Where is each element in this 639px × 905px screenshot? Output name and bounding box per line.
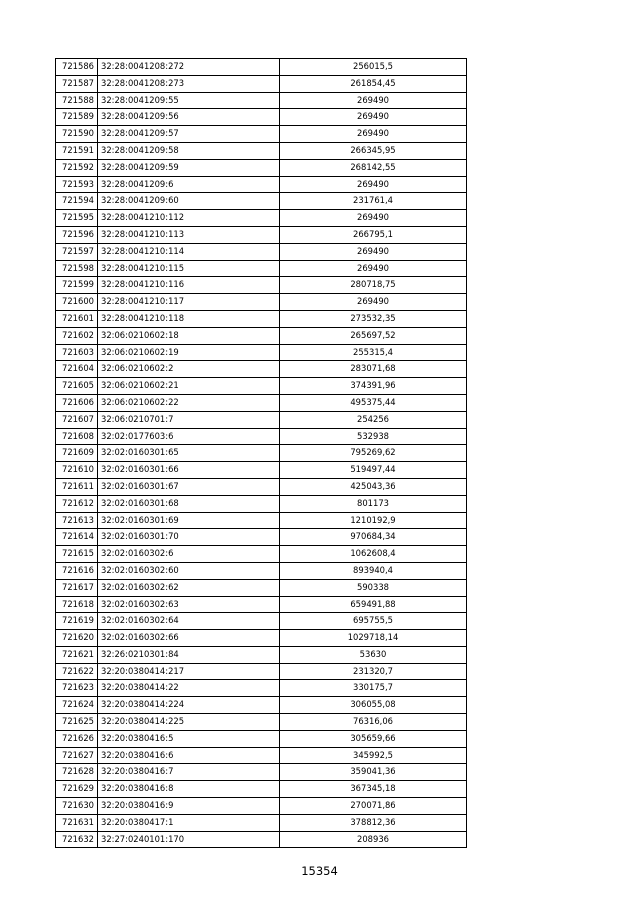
table-row (56, 428, 467, 445)
table-row (56, 327, 467, 344)
table-row (56, 260, 467, 277)
table-row (56, 781, 467, 798)
table-row (56, 109, 467, 126)
cadastral-value-cell: 269490 (280, 260, 467, 277)
cadastral-number-cell: 32:02:0160301:67 (98, 478, 280, 495)
cadastral-number-cell: 32:28:0041210:112 (98, 210, 280, 227)
row-number-cell: 721586 (56, 59, 98, 76)
cadastral-number-cell: 32:20:0380414:225 (98, 714, 280, 731)
cadastral-value-cell: 76316,06 (280, 714, 467, 731)
cadastral-number-cell: 32:20:0380414:217 (98, 663, 280, 680)
cadastral-number-cell: 32:20:0380414:22 (98, 680, 280, 697)
row-number-cell: 721598 (56, 260, 98, 277)
row-number-cell: 721631 (56, 814, 98, 831)
cadastral-number-cell: 32:06:0210701:7 (98, 411, 280, 428)
table-row (56, 344, 467, 361)
cadastral-value-cell: 374391,96 (280, 378, 467, 395)
cadastral-number-cell: 32:28:0041210:116 (98, 277, 280, 294)
table-row (56, 210, 467, 227)
cadastral-number-cell: 32:28:0041210:113 (98, 226, 280, 243)
row-number-cell: 721620 (56, 630, 98, 647)
row-number-cell: 721596 (56, 226, 98, 243)
cadastral-number-cell: 32:02:0160301:68 (98, 495, 280, 512)
cadastral-number-cell: 32:28:0041210:115 (98, 260, 280, 277)
cadastral-value-cell: 893940,4 (280, 562, 467, 579)
cadastral-number-cell: 32:20:0380416:8 (98, 781, 280, 798)
row-number-cell: 721601 (56, 310, 98, 327)
cadastral-value-cell: 519497,44 (280, 462, 467, 479)
row-number-cell: 721611 (56, 478, 98, 495)
cadastral-value-cell: 425043,36 (280, 478, 467, 495)
table-row (56, 478, 467, 495)
row-number-cell: 721594 (56, 193, 98, 210)
row-number-cell: 721587 (56, 75, 98, 92)
cadastral-value-cell: 53630 (280, 646, 467, 663)
cadastral-number-cell: 32:28:0041208:273 (98, 75, 280, 92)
cadastral-number-cell: 32:02:0160302:63 (98, 596, 280, 613)
cadastral-value-cell: 1062608,4 (280, 546, 467, 563)
table-row (56, 831, 467, 848)
table-row (56, 663, 467, 680)
row-number-cell: 721610 (56, 462, 98, 479)
cadastral-value-cell: 269490 (280, 294, 467, 311)
cadastral-number-cell: 32:06:0210602:21 (98, 378, 280, 395)
row-number-cell: 721608 (56, 428, 98, 445)
cadastral-value-cell: 1029718,14 (280, 630, 467, 647)
cadastral-value-cell: 254256 (280, 411, 467, 428)
cadastral-value-cell: 273532,35 (280, 310, 467, 327)
cadastral-number-cell: 32:27:0240101:170 (98, 831, 280, 848)
row-number-cell: 721602 (56, 327, 98, 344)
table-row (56, 445, 467, 462)
row-number-cell: 721616 (56, 562, 98, 579)
cadastral-value-cell: 283071,68 (280, 361, 467, 378)
row-number-cell: 721624 (56, 697, 98, 714)
cadastral-value-cell: 330175,7 (280, 680, 467, 697)
page-number: 15354 (301, 864, 338, 878)
row-number-cell: 721623 (56, 680, 98, 697)
cadastral-value-table (55, 58, 467, 848)
cadastral-number-cell: 32:26:0210301:84 (98, 646, 280, 663)
cadastral-value-cell: 1210192,9 (280, 512, 467, 529)
row-number-cell: 721605 (56, 378, 98, 395)
cadastral-number-cell: 32:20:0380417:1 (98, 814, 280, 831)
row-number-cell: 721617 (56, 579, 98, 596)
cadastral-value-cell: 495375,44 (280, 394, 467, 411)
row-number-cell: 721632 (56, 831, 98, 848)
cadastral-number-cell: 32:06:0210602:2 (98, 361, 280, 378)
cadastral-number-cell: 32:20:0380416:7 (98, 764, 280, 781)
cadastral-value-cell: 801173 (280, 495, 467, 512)
row-number-cell: 721590 (56, 126, 98, 143)
cadastral-number-cell: 32:02:0177603:6 (98, 428, 280, 445)
cadastral-number-cell: 32:20:0380416:6 (98, 747, 280, 764)
cadastral-value-cell: 208936 (280, 831, 467, 848)
cadastral-number-cell: 32:28:0041209:60 (98, 193, 280, 210)
cadastral-value-cell: 266345,95 (280, 142, 467, 159)
table-row (56, 495, 467, 512)
table-row (56, 798, 467, 815)
table-row (56, 764, 467, 781)
table-row (56, 176, 467, 193)
cadastral-value-cell: 659491,88 (280, 596, 467, 613)
cadastral-value-cell: 231761,4 (280, 193, 467, 210)
row-number-cell: 721630 (56, 798, 98, 815)
row-number-cell: 721593 (56, 176, 98, 193)
table-row (56, 142, 467, 159)
cadastral-number-cell: 32:06:0210602:19 (98, 344, 280, 361)
table-row (56, 193, 467, 210)
cadastral-number-cell: 32:28:0041209:57 (98, 126, 280, 143)
cadastral-number-cell: 32:02:0160301:66 (98, 462, 280, 479)
cadastral-number-cell: 32:02:0160302:6 (98, 546, 280, 563)
table-row (56, 613, 467, 630)
cadastral-value-cell: 378812,36 (280, 814, 467, 831)
cadastral-value-cell: 305659,66 (280, 730, 467, 747)
table-row (56, 361, 467, 378)
cadastral-number-cell: 32:28:0041210:114 (98, 243, 280, 260)
cadastral-number-cell: 32:20:0380414:224 (98, 697, 280, 714)
table-row (56, 411, 467, 428)
cadastral-value-cell: 270071,86 (280, 798, 467, 815)
cadastral-number-cell: 32:02:0160302:60 (98, 562, 280, 579)
table-row (56, 394, 467, 411)
cadastral-value-cell: 268142,55 (280, 159, 467, 176)
table-row (56, 814, 467, 831)
table-row (56, 630, 467, 647)
cadastral-value-cell: 345992,5 (280, 747, 467, 764)
cadastral-number-cell: 32:28:0041209:59 (98, 159, 280, 176)
cadastral-number-cell: 32:06:0210602:22 (98, 394, 280, 411)
table-row (56, 92, 467, 109)
cadastral-number-cell: 32:06:0210602:18 (98, 327, 280, 344)
cadastral-value-cell: 359041,36 (280, 764, 467, 781)
cadastral-number-cell: 32:02:0160301:70 (98, 529, 280, 546)
cadastral-number-cell: 32:02:0160302:66 (98, 630, 280, 647)
table-row (56, 462, 467, 479)
cadastral-value-cell: 269490 (280, 176, 467, 193)
cadastral-value-cell: 532938 (280, 428, 467, 445)
row-number-cell: 721612 (56, 495, 98, 512)
table-body (56, 59, 467, 848)
row-number-cell: 721626 (56, 730, 98, 747)
table-row (56, 562, 467, 579)
row-number-cell: 721628 (56, 764, 98, 781)
table-row (56, 697, 467, 714)
cadastral-number-cell: 32:20:0380416:9 (98, 798, 280, 815)
table-row (56, 294, 467, 311)
table-row (56, 126, 467, 143)
table-row (56, 243, 467, 260)
row-number-cell: 721622 (56, 663, 98, 680)
cadastral-value-cell: 695755,5 (280, 613, 467, 630)
cadastral-number-cell: 32:28:0041209:56 (98, 109, 280, 126)
cadastral-number-cell: 32:02:0160302:64 (98, 613, 280, 630)
cadastral-number-cell: 32:02:0160301:65 (98, 445, 280, 462)
cadastral-value-cell: 590338 (280, 579, 467, 596)
table-row (56, 310, 467, 327)
table-row (56, 59, 467, 76)
cadastral-number-cell: 32:02:0160301:69 (98, 512, 280, 529)
cadastral-number-cell: 32:28:0041210:117 (98, 294, 280, 311)
cadastral-value-cell: 255315,4 (280, 344, 467, 361)
cadastral-number-cell: 32:28:0041209:55 (98, 92, 280, 109)
row-number-cell: 721629 (56, 781, 98, 798)
table-row (56, 579, 467, 596)
cadastral-value-cell: 265697,52 (280, 327, 467, 344)
row-number-cell: 721607 (56, 411, 98, 428)
row-number-cell: 721595 (56, 210, 98, 227)
cadastral-value-cell: 970684,34 (280, 529, 467, 546)
row-number-cell: 721591 (56, 142, 98, 159)
table-row (56, 714, 467, 731)
cadastral-value-cell: 269490 (280, 210, 467, 227)
cadastral-number-cell: 32:28:0041208:272 (98, 59, 280, 76)
table-row (56, 646, 467, 663)
table-row (56, 730, 467, 747)
cadastral-value-cell: 280718,75 (280, 277, 467, 294)
cadastral-number-cell: 32:28:0041210:118 (98, 310, 280, 327)
table-row (56, 680, 467, 697)
cadastral-value-cell: 306055,08 (280, 697, 467, 714)
row-number-cell: 721589 (56, 109, 98, 126)
row-number-cell: 721613 (56, 512, 98, 529)
table-row (56, 226, 467, 243)
row-number-cell: 721599 (56, 277, 98, 294)
cadastral-value-cell: 261854,45 (280, 75, 467, 92)
table-row (56, 529, 467, 546)
row-number-cell: 721614 (56, 529, 98, 546)
row-number-cell: 721606 (56, 394, 98, 411)
table-row (56, 546, 467, 563)
cadastral-value-cell: 231320,7 (280, 663, 467, 680)
cadastral-number-cell: 32:28:0041209:6 (98, 176, 280, 193)
row-number-cell: 721604 (56, 361, 98, 378)
table-row (56, 159, 467, 176)
table-row (56, 75, 467, 92)
table-row (56, 512, 467, 529)
row-number-cell: 721615 (56, 546, 98, 563)
cadastral-number-cell: 32:28:0041209:58 (98, 142, 280, 159)
row-number-cell: 721609 (56, 445, 98, 462)
row-number-cell: 721592 (56, 159, 98, 176)
table-row (56, 596, 467, 613)
row-number-cell: 721619 (56, 613, 98, 630)
cadastral-value-cell: 256015,5 (280, 59, 467, 76)
row-number-cell: 721627 (56, 747, 98, 764)
cadastral-value-cell: 795269,62 (280, 445, 467, 462)
table-row (56, 378, 467, 395)
cadastral-value-cell: 367345,18 (280, 781, 467, 798)
row-number-cell: 721597 (56, 243, 98, 260)
table-row (56, 747, 467, 764)
cadastral-number-cell: 32:20:0380416:5 (98, 730, 280, 747)
cadastral-value-cell: 266795,1 (280, 226, 467, 243)
cadastral-number-cell: 32:02:0160302:62 (98, 579, 280, 596)
cadastral-value-cell: 269490 (280, 243, 467, 260)
row-number-cell: 721600 (56, 294, 98, 311)
row-number-cell: 721625 (56, 714, 98, 731)
cadastral-value-cell: 269490 (280, 92, 467, 109)
cadastral-value-cell: 269490 (280, 109, 467, 126)
row-number-cell: 721588 (56, 92, 98, 109)
row-number-cell: 721621 (56, 646, 98, 663)
cadastral-value-cell: 269490 (280, 126, 467, 143)
table-row (56, 277, 467, 294)
row-number-cell: 721618 (56, 596, 98, 613)
row-number-cell: 721603 (56, 344, 98, 361)
